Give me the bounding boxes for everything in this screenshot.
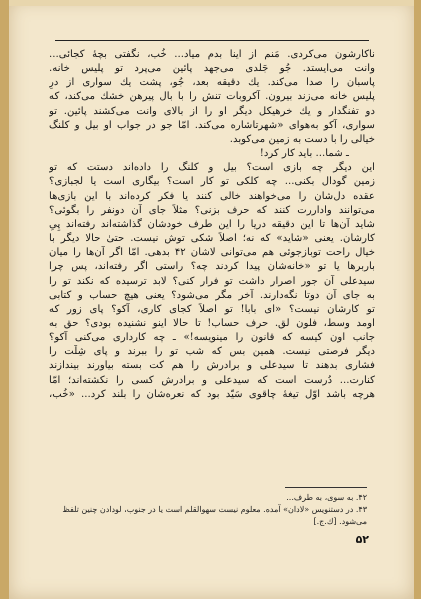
- text-line: اومد وسط، فلون لق. حرف حساب! تا حالا اینو نشنیده بودی؟ حق به: [49, 317, 375, 329]
- header-rule: [55, 40, 369, 41]
- text-line: کارشان. یعنی «شاید» که نه؛ اصلاً شکی توش نیست. حتیٰ حالا دیگر با: [49, 233, 375, 245]
- footnotes: [49, 492, 367, 528]
- dialogue-line: ـ شما... باید کار کرد!: [259, 148, 349, 160]
- text-line: عقده دل‌شان را می‌خواهند خالی کنند یا فکر کرده‌اند با این بازی‌ها: [49, 190, 375, 202]
- text-line: پاسبان را صدا می‌کند. یك دقیقه بعد، جُو، پشت یك سواری از درِ: [49, 77, 375, 89]
- footnote-42: ۴۲. به سوی، به طرف...: [286, 493, 367, 502]
- text-line: باربرها یا تو «خانه‌شان پیدا کردند چه؟ راستی اگر رفته‌اند، پس چرا: [49, 261, 375, 273]
- text-line: سیدعلی آن جور اصرار داشت تو فرار کنی؟ لابد ترسیده که نکند تو را: [49, 275, 375, 287]
- text-line: تو کارشان نیست؟ «ای بابا! تو اصلاً کجای کاری، آکو؟ پای زور که: [49, 303, 375, 315]
- text-line: ناکارشون می‌کردی. مَنم از اینا بدم میاد... خُب، نگفتی بچهٔ کجائی...: [49, 49, 375, 60]
- text-line: این دیگر چه بازی است؟ بیل و کلنگ را داده‌اند دستت که تو: [49, 162, 375, 174]
- text-line: می‌توانند واداررت کنند که حرف بزنی؟ مثلاً جای آن دونفر را بگوئی؟: [49, 204, 375, 216]
- text-line: هرچه باشد اوّل تیغهٔ چاقوی سَیّد بود که نعره‌شان را بلند کرد... «خُب،: [49, 388, 375, 400]
- text-line: خیالی را با دست به زمین می‌کوبد.: [229, 133, 375, 145]
- text-line: دیگر فرصتی نیست. همین بس که شب تو را ببرند و پای شِلّت را: [49, 346, 375, 358]
- text-line: پلیس خانه می‌زند بیرون. آکروبات تنش را با بال پیرهن خشك می‌کند، که: [49, 91, 375, 103]
- text-line: کنارت... دُرست است که سیدعلی و برادرش کسی را نکشته‌اند؛ امّا: [49, 374, 375, 386]
- text-line: شاید آن‌ها تا این دقیقه دریا را این طرف خودشان گذاشته‌اند رفته‌اند پِیِ: [49, 218, 375, 230]
- footnote-rule: [285, 487, 367, 488]
- text-line: خیال راحت توبازجوئی هم می‌توانی لاشان ۴۲ بدهی. امّا اگر آن‌ها را میان: [49, 247, 375, 259]
- footnote-43: ۴۳. در دستنویس «لادان» آمده. معلوم نیست سهوالقلم است یا در جنوب، لودادن چنین تلفظ: [62, 505, 367, 514]
- page-top-edge: [9, 0, 414, 6]
- page-number: ۵۲: [355, 533, 369, 546]
- text-line: دو تفنگدار و یك خرهیکل دیگر او را از بالای وانت می‌کشند پائین. تو: [49, 105, 375, 117]
- book-page: [9, 0, 414, 599]
- text-line: فشاری بدهند تا سیدعلی و برادرش را هم کت بسته بیاورند بیندازند: [49, 360, 375, 372]
- text-line: جانب اون کیسه که قانون را مینویسه!» ـ چه کارداری می‌کنی آکو؟: [49, 332, 375, 344]
- text-line: وانت می‌ایستد. جُو جَلدی می‌جهد پائین می‌پرد تو پلیس خانه.: [49, 63, 375, 75]
- footnote-43-continued: می‌شود. [ك.ج.]: [313, 517, 367, 526]
- text-line: به جای آن دوتا نگه‌دارند. آخر مگر می‌شود؟ یعنی هیچ حساب و کتابی: [49, 289, 375, 301]
- body-text: [49, 48, 375, 402]
- text-line: سواری، آکو به‌هوای «شهرتاشاره می‌کند. امّا جو در جواب او بیل و کلنگ: [49, 119, 375, 131]
- text-line: زمین گودال بکنی... چه کلکی تو کار است؟ بیگاری است یا لجبازی؟: [49, 176, 375, 188]
